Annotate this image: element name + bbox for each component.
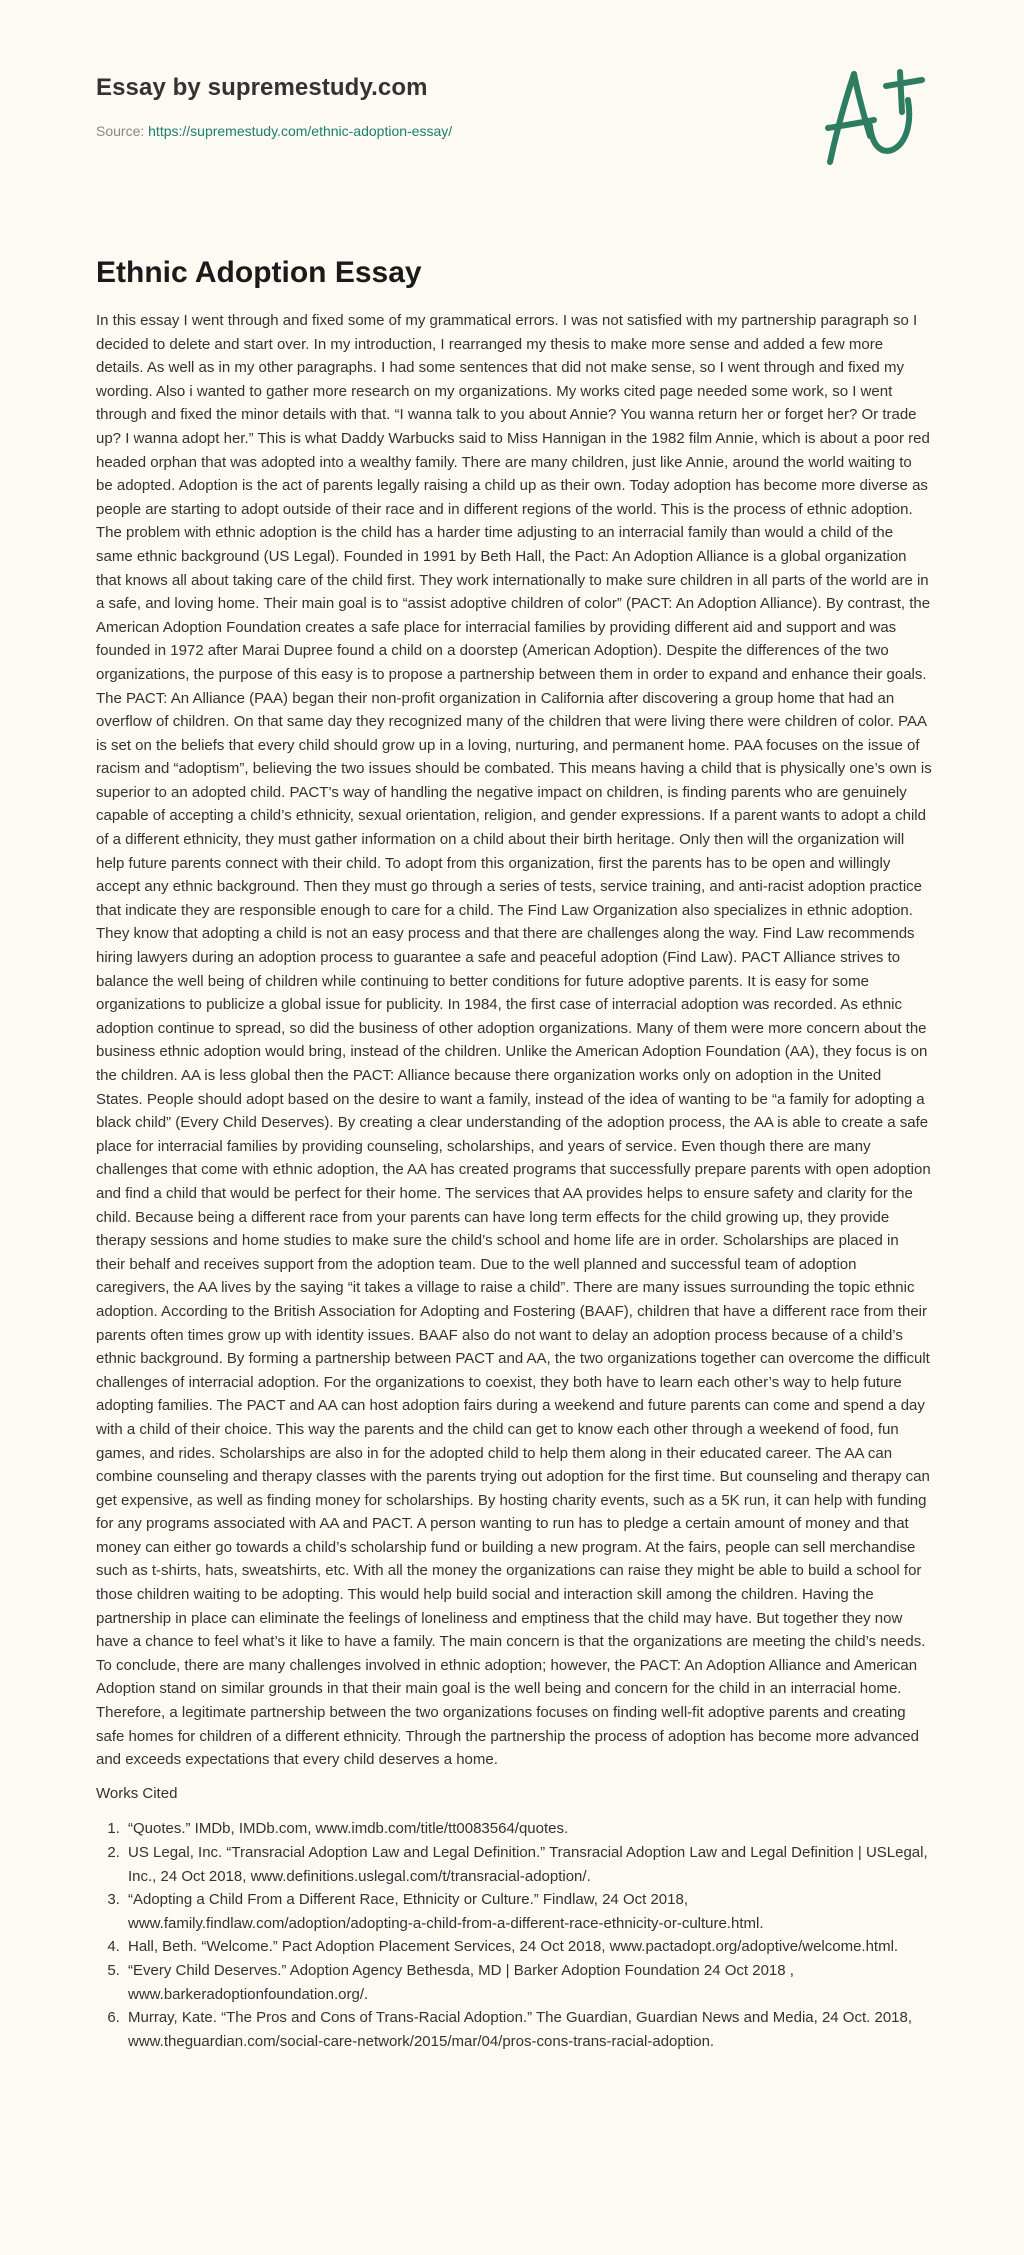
article-title: Ethnic Adoption Essay xyxy=(96,256,422,289)
citation-item: 2. US Legal, Inc. “Transracial Adoption Law and Legal Definition.” Transracial Adoption Law and Legal Definition | USLegal, Inc., 24 Oct 2018, www.definitions.uslegal.com/t/transracial-adoption/. xyxy=(124,1841,932,1888)
citation-item: 4. Hall, Beth. “Welcome.” Pact Adoption Placement Services, 24 Oct 2018, www.pactadopt.org/adoptive/welcome.html. xyxy=(124,1935,932,1959)
citation-item: 6. Murray, Kate. “The Pros and Cons of Trans-Racial Adoption.” The Guardian, Guardian News and Media, 24 Oct. 2018, www.theguardian.com/social-care-network/2015/mar/04/pros-cons-trans-racial-adoption. xyxy=(124,2006,932,2053)
source-link[interactable]: https://supremestudy.com/ethnic-adoption-essay/ xyxy=(148,123,453,139)
site-header xyxy=(0,0,1024,200)
citation-item: 3. “Adopting a Child From a Different Race, Ethnicity or Culture.” Findlaw, 24 Oct 2018, www.family.findlaw.com/adoption/adopting-a-child-from-a-different-race-ethnicity-or-culture.html. xyxy=(124,1888,932,1935)
essay-content xyxy=(0,253,1024,2053)
source-label: Source: xyxy=(96,123,145,139)
essay-body: In this essay I went through and fixed some of my grammatical errors. I was not satisfied with my partnership paragraph so I decided to delete and start over. In my introduction, I rearranged my thesis to make more sense and added a few more details. As well as in my other paragraphs. I had some sentences that did not make sense, so I went through and fixed my wording. Also i wanted to gather more research on my organizations. My works cited page needed some work, so I went through and fixed the minor details with that. “I wanna talk to you about Annie? You wanna return her or forget her? Or trade up? I wanna adopt her.” This is what Daddy Warbucks said to Miss Hannigan in the 1982 film Annie, which is about a poor red headed orphan that was adopted into a wealthy family. There are many children, just like Annie, around the world waiting to be adopted. Adoption is the act of parents legally raising a child up as their own. Today adoption has become more diverse as people are starting to adopt outside of their race and in different regions of the world. This is the process of ethnic adoption. The problem with ethnic adoption is the child has a harder time adjusting to an interracial family than would a child of the same ethnic background (US Legal). Founded in 1991 by Beth Hall, the Pact: An Adoption Alliance is a global organization that knows all about taking care of the child first. They work internationally to make sure children in all parts of the world are in a safe, and loving home. Their main goal is to “assist adoptive children of color” (PACT: An Adoption Alliance). By contrast, the American Adoption Foundation creates a safe place for interracial families by providing different aid and support and was founded in 1972 after Marai Dupree found a child on a doorstep (American Adoption). Despite the differences of the two organizations, the purpose of this easy is to propose a partnership between them in order to expand and enhance their goals. The PACT: An Alliance (PAA) began their non-profit organization in California after discovering a group home that had an overflow of children. On that same day they recognized many of the children that were living there were children of color. PAA is set on the beliefs that every child should grow up in a loving, nurturing, and permanent home. PAA focuses on the issue of racism and “adoptism”, believing the two issues should be combated. This means having a child that is physically one’s own is superior to an adopted child. PACT’s way of handling the negative impact on children, is finding parents who are genuinely capable of accepting a child’s ethnicity, sexual orientation, religion, and gender expressions. If a parent wants to adopt a child of a different ethnicity, they must gather information on a child about their birth heritage. Only then will the organization will help future parents connect with their child. To adopt from this organization, first the parents has to be open and willingly accept any ethnic background. Then they must go through a series of tests, service training, and anti-racist adoption practice that indicate they are responsible enough to care for a child. The Find Law Organization also specializes in ethnic adoption. They know that adopting a child is not an easy process and that there are challenges along the way. Find Law recommends hiring lawyers during an adoption process to guarantee a safe and peaceful adoption (Find Law). PACT Alliance strives to balance the well being of children while continuing to better conditions for future adoptive parents. It is easy for some organizations to publicize a global issue for publicity. In 1984, the first case of interracial adoption was recorded. As ethnic adoption continue to spread, so did the business of other adoption organizations. Many of them were more concern about the business ethnic adoption would bring, instead of the children. Unlike the American Adoption Foundation (AA), they focus is on the children. AA is less global then the PACT: Alliance because there organization works only on adoption in the United States. People should adopt based on the desire to want a family, instead of the idea of wanting to be “a family for adopting a black child” (Every Child Deserves). By creating a clear understanding of the adoption process, the AA is able to create a safe place for interracial families by providing counseling, scholarships, and years of service. Even though there are many challenges that come with ethnic adoption, the AA has created programs that successfully prepare parents with open adoption and find a child that would be perfect for their home. The services that AA provides helps to ensure safety and clarity for the child. Because being a different race from your parents can have long term effects for the child growing up, they provide therapy sessions and home studies to make sure the child’s school and home life are in order. Scholarships are placed in their behalf and receives support from the adoption team. Due to the well planned and successful team of adoption caregivers, the AA lives by the saying “it takes a village to raise a child”. There are many issues surrounding the topic ethnic adoption. According to the British Association for Adopting and Fostering (BAAF), children that have a different race from their parents often times grow up with identity issues. BAAF also do not want to delay an adoption process because of a child’s ethnic background. By forming a partnership between PACT and AA, the two organizations together can overcome the difficult challenges of interracial adoption. For the organizations to coexist, they both have to learn each other’s way to help future adopting families. The PACT and AA can host adoption fairs during a weekend and future parents can come and spend a day with a child of their choice. This way the parents and the child can get to know each other through a weekend of food, fun games, and rides. Scholarships are also in for the adopted child to help them along in their educated career. The AA can combine counseling and therapy classes with the parents trying out adoption for the first time. But counseling and therapy can get expensive, as well as finding money for scholarships. By hosting charity events, such as a 5K run, it can help with funding for any programs associated with AA and PACT. A person wanting to run has to pledge a certain amount of money and that money can either go towards a child’s scholarship fund or building a new program. At the fairs, people can sell merchandise such as t-shirts, hats, sweatshirts, etc. With all the money the organizations can raise they might be able to build a school for those children waiting to be adopting. This would help build social and interaction skill among the children. Having the partnership in place can eliminate the feelings of loneliness and emptiness that the child may have. But together they now have a chance to feel what’s it like to have a family. The main concern is that the organizations are meeting the child’s needs. To conclude, there are many challenges involved in ethnic adoption; however, the PACT: An Adoption Alliance and American Adoption stand on similar grounds in that their main goal is the well being and concern for the child in an interracial home. Therefore, a legitimate partnership between the two organizations focuses on finding well-fit adoptive parents and creating safe homes for children of a different ethnicity. Through the partnership the process of adoption has become more advanced and exceeds expectations that every child deserves a home. xyxy=(96,312,932,1769)
citation-item: 1. “Quotes.” IMDb, IMDb.com, www.imdb.com/title/tt0083564/quotes. xyxy=(124,1817,932,1841)
citation-item: 5. “Every Child Deserves.” Adoption Agency Bethesda, MD | Barker Adoption Foundation 24 Oct 2018 , www.barkeradoptionfoundation.org/. xyxy=(124,1959,932,2006)
a-plus-grade-icon xyxy=(822,64,928,168)
source-line xyxy=(96,121,452,141)
works-cited-list xyxy=(96,1817,932,2053)
works-cited-heading: Works Cited xyxy=(96,1784,178,1802)
site-title: Essay by supremestudy.com xyxy=(96,74,428,101)
